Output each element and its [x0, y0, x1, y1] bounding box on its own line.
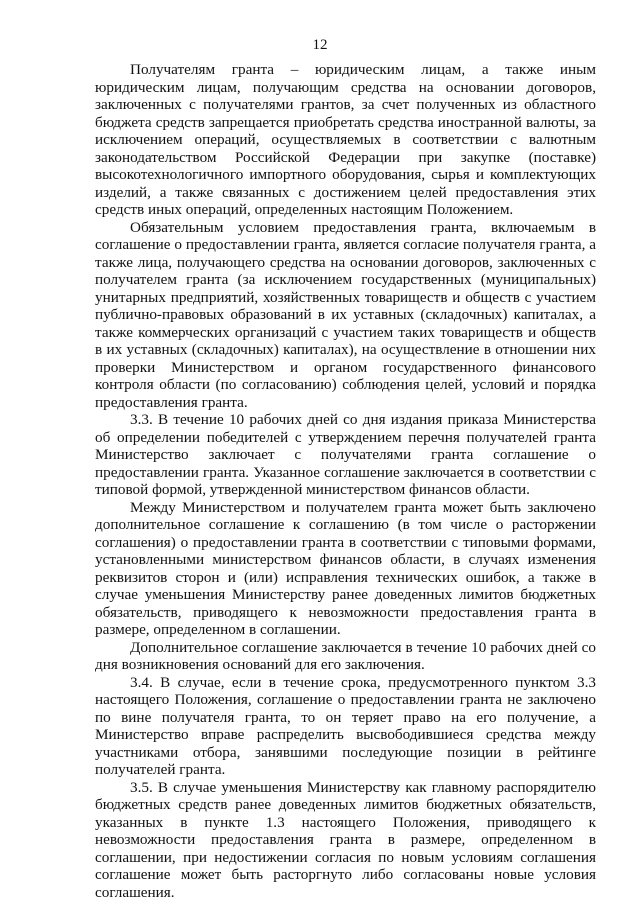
page-number: 12	[312, 37, 328, 53]
paragraph-3-4: 3.4. В случае, если в течение срока, предусмотренного пунктом 3.3 настоящего Положения, соглашение о предоставлении гранта не заключено по вине получателя гранта, то он теряет право на его получение, а Министерство вправе распределить высвободившиеся средства между участниками отбора, занявшими последующие позиции в рейтинге получателей гранта.	[95, 673, 596, 778]
paragraph-3-5: 3.5. В случае уменьшения Министерству как главному распорядителю бюджетных средств ранее доведенных лимитов бюджетных обязательств, указанных в пункте 1.3 настоящего Положения, приводящего к невозможности предоставления гранта в размере, определенном в соглашении, при недостижении согласия по новым условиям соглашения соглашение может быть расторгнуто либо согласованы новые условия соглашения.	[95, 778, 596, 901]
paragraph-currency-restriction: Получателям гранта – юридическим лицам, а также иным юридическим лицам, получающим средства на основании договоров, заключенных с получателями грантов, за счет полученных из областного бюджета средств запрещается приобретать средства иностранной валюты, за исключением операций, осуществляемых в соответствии с валютным законодательством Российской Федерации при закупке (поставке) высокотехнологичного импортного оборудования, сырья и комплектующих изделий, а также связанных с достижением целей предоставления этих средств иных операций, определенных настоящим Положением.	[95, 61, 596, 218]
document-body	[95, 61, 596, 901]
paragraph-additional-agreement-term: Дополнительное соглашение заключается в течение 10 рабочих дней со дня возникновения оснований для его заключения.	[95, 638, 596, 673]
paragraph-mandatory-condition: Обязательным условием предоставления гранта, включаемым в соглашение о предоставлении гранта, является согласие получателя гранта, а также лица, получающего средства на основании договоров, заключенных с получателем гранта (за исключением государственных (муниципальных) унитарных предприятий, хозяйственных товариществ и обществ с участием публично-правовых образований в их уставных (складочных) капиталах, а также коммерческих организаций с участием таких товариществ и обществ в их уставных (складочных) капиталах), на осуществление в отношении них проверки Министерством и органом государственного финансового контроля области (по согласованию) соблюдения целей, условий и порядка предоставления гранта.	[95, 218, 596, 411]
paragraph-3-3: 3.3. В течение 10 рабочих дней со дня издания приказа Министерства об определении победителей с утверждением перечня получателей гранта Министерство заключает с получателями гранта соглашение о предоставлении гранта. Указанное соглашение заключается в соответствии с типовой формой, утвержденной министерством финансов области.	[95, 411, 596, 498]
paragraph-additional-agreement: Между Министерством и получателем гранта может быть заключено дополнительное соглашение к соглашению (в том числе о расторжении соглашения) о предоставлении гранта в соответствии с типовыми формами, установленными министерством финансов области, в случаях изменения реквизитов сторон и (или) исправления технических ошибок, а также в случае уменьшения Министерству ранее доведенных лимитов бюджетных обязательств, приводящего к невозможности предоставления гранта в размере, определенном в соглашении.	[95, 498, 596, 638]
